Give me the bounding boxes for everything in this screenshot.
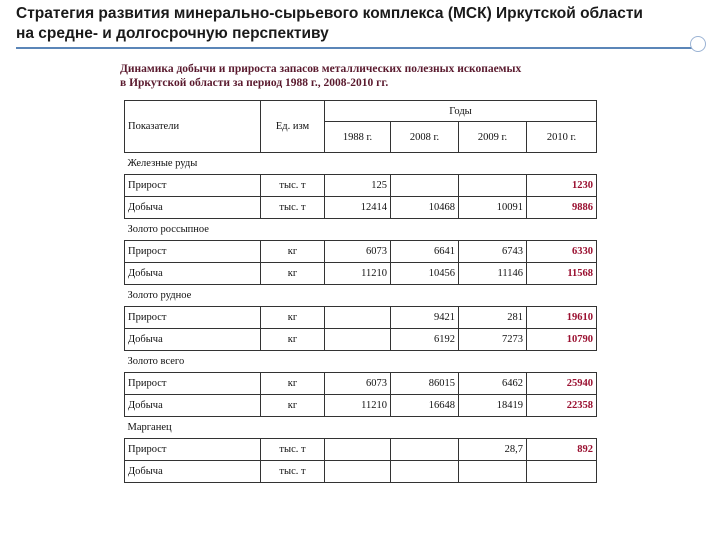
table-row xyxy=(125,395,597,417)
table-caption-line-2: в Иркутской области за период 1988 г., 2008-2010 гг. xyxy=(120,77,389,89)
table-caption-line-1: Динамика добычи и прироста запасов металлических полезных ископаемых xyxy=(120,63,522,75)
table-row xyxy=(125,197,597,219)
value-cell: 18419 xyxy=(459,395,527,417)
value-cell: 281 xyxy=(459,307,527,329)
value-cell: 86015 xyxy=(391,373,459,395)
row-unit: кг xyxy=(261,307,325,329)
value-cell: 11146 xyxy=(459,263,527,285)
value-cell: 1230 xyxy=(527,175,597,197)
value-cell xyxy=(459,461,527,483)
value-cell xyxy=(325,329,391,351)
value-cell: 11210 xyxy=(325,263,391,285)
value-cell: 6743 xyxy=(459,241,527,263)
row-label: Прирост xyxy=(125,373,261,395)
value-cell: 6192 xyxy=(391,329,459,351)
row-label: Добыча xyxy=(125,197,261,219)
value-cell: 6641 xyxy=(391,241,459,263)
value-cell: 9886 xyxy=(527,197,597,219)
row-unit: кг xyxy=(261,329,325,351)
table-row xyxy=(125,439,597,461)
header-unit xyxy=(261,101,325,153)
slide-title-line-1: Стратегия развития минерально-сырьевого комплекса (МСК) Иркутской области xyxy=(16,5,643,22)
value-cell xyxy=(325,307,391,329)
group-heading: Марганец xyxy=(125,417,597,439)
group-heading: Золото всего xyxy=(125,351,597,373)
row-unit: тыс. т xyxy=(261,439,325,461)
row-unit: тыс. т xyxy=(261,175,325,197)
table-row xyxy=(125,241,597,263)
header-year-1988: 1988 г. xyxy=(325,122,391,153)
row-unit: кг xyxy=(261,395,325,417)
row-label: Добыча xyxy=(125,461,261,483)
value-cell: 28,7 xyxy=(459,439,527,461)
group-heading: Золото россыпное xyxy=(125,219,597,241)
row-unit: тыс. т xyxy=(261,461,325,483)
row-label: Добыча xyxy=(125,263,261,285)
header-years xyxy=(325,101,597,122)
group-heading: Золото рудное xyxy=(125,285,597,307)
table-row xyxy=(125,373,597,395)
header-year-2008: 2008 г. xyxy=(391,122,459,153)
value-cell: 892 xyxy=(527,439,597,461)
row-label: Прирост xyxy=(125,307,261,329)
row-label: Добыча xyxy=(125,395,261,417)
value-cell: 10790 xyxy=(527,329,597,351)
value-cell: 6462 xyxy=(459,373,527,395)
row-label: Прирост xyxy=(125,439,261,461)
header-accent-circle xyxy=(690,36,706,52)
value-cell: 11568 xyxy=(527,263,597,285)
row-unit: кг xyxy=(261,263,325,285)
row-unit: кг xyxy=(261,373,325,395)
value-cell: 9421 xyxy=(391,307,459,329)
value-cell: 19610 xyxy=(527,307,597,329)
value-cell: 16648 xyxy=(391,395,459,417)
row-label: Прирост xyxy=(125,241,261,263)
value-cell xyxy=(325,461,391,483)
value-cell xyxy=(391,439,459,461)
value-cell: 7273 xyxy=(459,329,527,351)
slide-title-line-2: на средне- и долгосрочную перспективу xyxy=(16,25,329,42)
table-row xyxy=(125,329,597,351)
value-cell: 6330 xyxy=(527,241,597,263)
group-heading: Железные руды xyxy=(125,153,597,175)
value-cell: 11210 xyxy=(325,395,391,417)
value-cell xyxy=(527,461,597,483)
value-cell: 10091 xyxy=(459,197,527,219)
value-cell xyxy=(459,175,527,197)
table-row xyxy=(125,175,597,197)
table-caption xyxy=(120,62,640,90)
value-cell: 10456 xyxy=(391,263,459,285)
value-cell: 6073 xyxy=(325,241,391,263)
value-cell: 6073 xyxy=(325,373,391,395)
header-years-label: Годы xyxy=(449,105,472,117)
value-cell: 22358 xyxy=(527,395,597,417)
slide-header xyxy=(16,4,700,49)
value-cell: 125 xyxy=(325,175,391,197)
value-cell: 25940 xyxy=(527,373,597,395)
table-row xyxy=(125,263,597,285)
row-unit: кг xyxy=(261,241,325,263)
header-year-2010: 2010 г. xyxy=(527,122,597,153)
value-cell: 12414 xyxy=(325,197,391,219)
table-row xyxy=(125,307,597,329)
value-cell: 10468 xyxy=(391,197,459,219)
table-row xyxy=(125,461,597,483)
value-cell xyxy=(391,175,459,197)
row-unit: тыс. т xyxy=(261,197,325,219)
row-label: Прирост xyxy=(125,175,261,197)
value-cell xyxy=(325,439,391,461)
header-indicator xyxy=(125,101,261,153)
row-label: Добыча xyxy=(125,329,261,351)
header-unit-label: Ед. изм xyxy=(275,121,310,132)
header-indicator-label: Показатели xyxy=(128,121,180,132)
value-cell xyxy=(391,461,459,483)
data-table xyxy=(124,100,597,483)
header-year-2009: 2009 г. xyxy=(459,122,527,153)
